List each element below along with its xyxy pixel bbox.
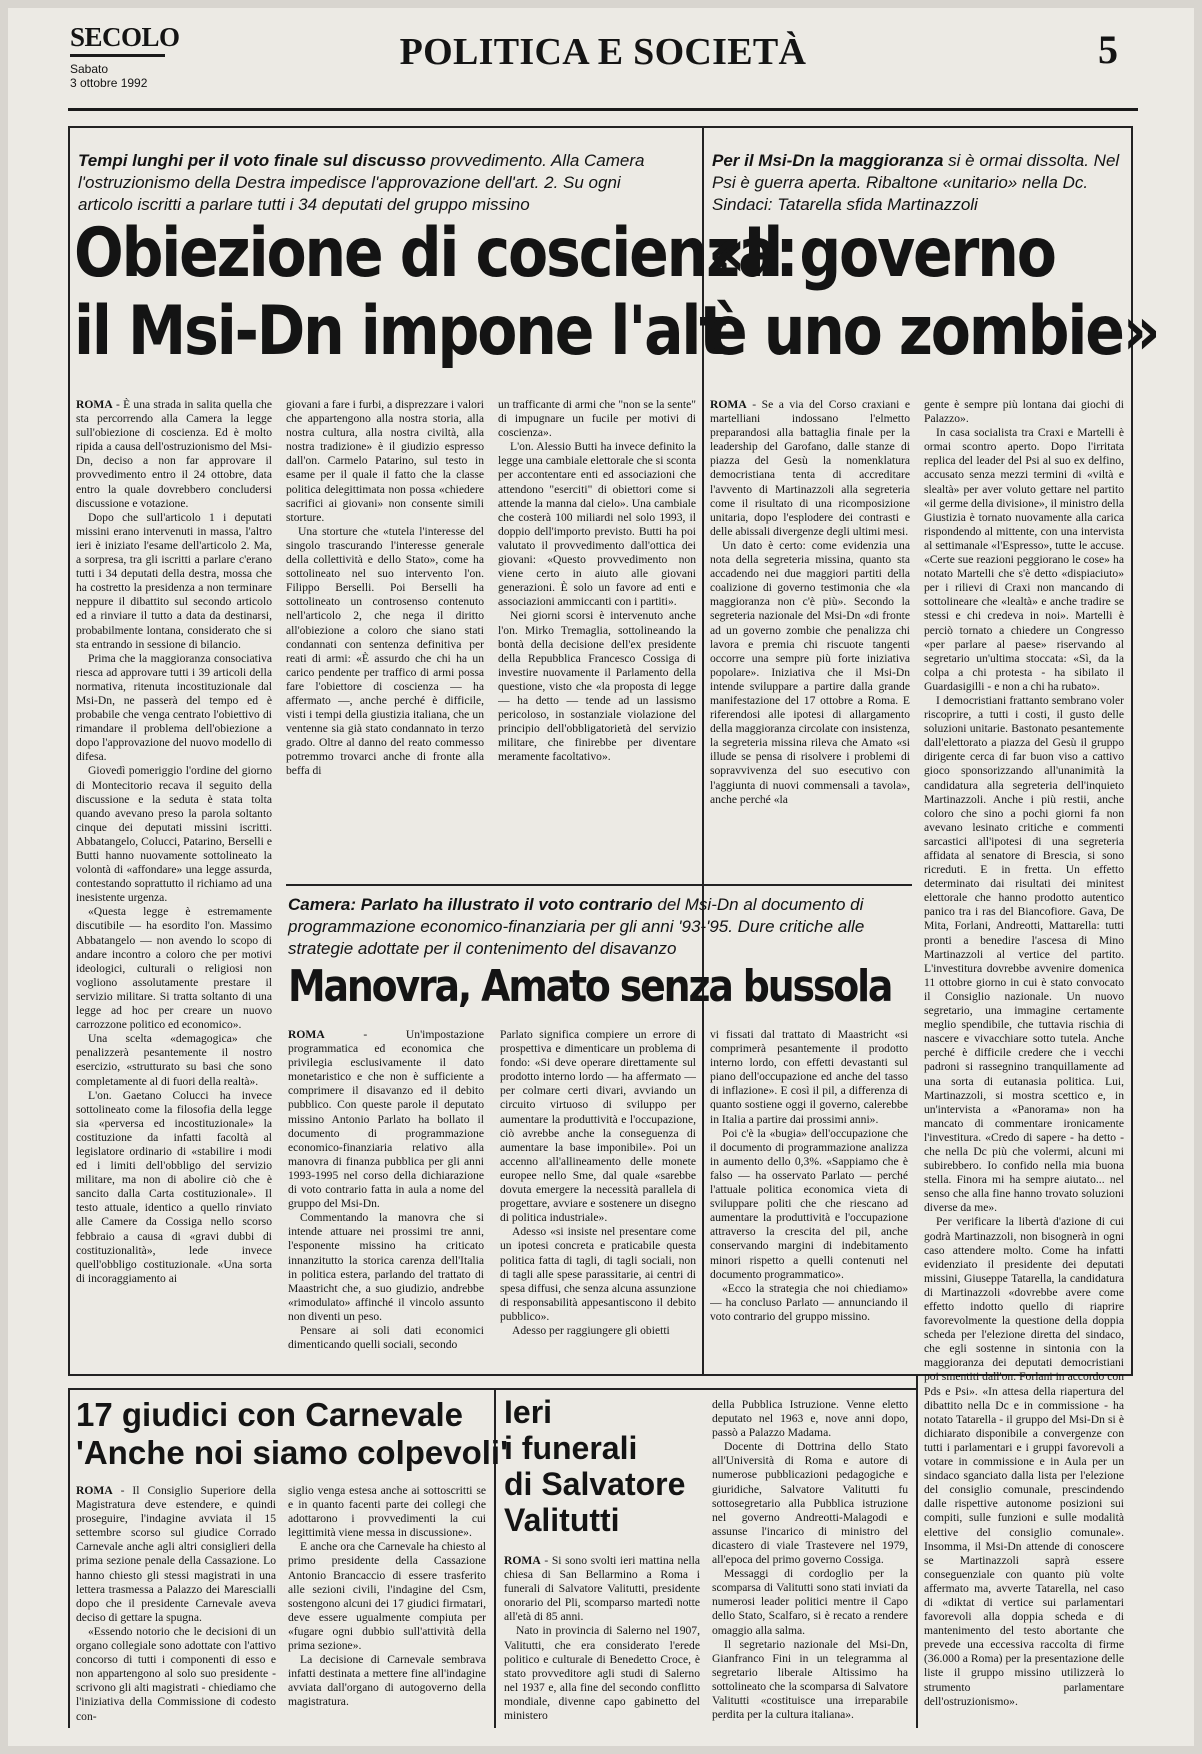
article1-paragraph: un trafficante di armi che "non se la sente" di impugnare un fucile per motivi di coscienza». [498,398,696,440]
article2-headline-line2: è uno zombie» [708,292,1159,371]
article1-paragraph: Dopo che sull'articolo 1 i deputati missini erano intervenuti in massa, l'altro ieri è iniziato l'esame dell'articolo 2. Ma, a sorpresa, tra gli iscritti a parlare c'erano tutti i 34 deputati della destra, mossa che ha costretto la presidenza a non terminare neppure il dibattito sul secondo articolo ed a rinviare il tutto a data da destinarsi, probabilmente lontana, considerato che si sta entrando in sessione di bilancio. [76,510,272,651]
article2-dateline: ROMA [710,398,747,411]
article1-paragraph: L'on. Alessio Butti ha invece definito la legge una cambiale elettorale che si sconta per accontentare enti ed associazioni che attendono "eserciti" di obiettori come si attende la manna dal cielo». Una cambiale che costerà 100 miliardi nel solo 1993, il doppio dell'importo previsto. Butti ha poi valutato il provvedimento dall'ottica dei giovani: «Questo provvedimento non viene certo in aiuto alle giovani generazioni. È solo un favore ad enti e associazioni ammiccanti con i partiti». [498,440,696,609]
lower-frame-left-rule [68,1388,70,1728]
masthead-logo: SECOLO [70,22,180,52]
article1-dateline: ROMA [76,398,113,411]
article3-headline: Manovra, Amato senza bussola [288,961,892,1012]
article2-column-2 [924,398,1124,1718]
article3-paragraph: vi fissati dal trattato di Maastricht «si comprimerà pesantemente il prodotto interno lordo, con effetti devastanti sul piano dell'occupazione ed anche del tasso di inflazione». E così il pil, a differenza di quanto sostiene oggi il governo, calerebbe in Italia a partire dai prossimi anni». [710,1028,908,1126]
article1-paragraph: L'on. Gaetano Colucci ha invece sottolineato come la filosofia della legge sia «perversa ed incostituzionale» la costituzione da infatti facoltà al legislatore ordinario di «stabilire i modi ed i limiti dell'obbligo del servizio militare, ma non di abolire ciò che è sancito dalla Carta costituzionale». Il testo attuale, identico a quello rinviato alle Camere da Cossiga nello scorso febbraio a causa di «gravi dubbi di costituzionalità», lede invece quell'obbligo costituzionale. «Una sorta di incoraggiamento ai [76,1088,272,1285]
article5-paragraph: ROMA - Si sono svolti ieri mattina nella chiesa di San Bellarmino a Roma i funerali di Salvatore Valitutti, presidente onorario del Pli, scomparso martedì notte all'età di 85 anni. [504,1554,700,1624]
article1-kicker-text: provvedimento. Alla Camera l'ostruzionismo della Destra impedisce l'approvazione dell'art. 2. Su ogni articolo iscritti a parlare tutti i 34 deputati del gruppo missino [78,151,645,214]
article4-paragraph: E anche ora che Carnevale ha chiesto al primo presidente della Cassazione Antonio Brancaccio di essere trasferito alle sezioni civili, l'indagine del Csm, sostengono alcuni dei 17 giudici firmatari, deve essere ugualmente compiuta per «fugare ogni dubbio sull'attività della prima sezione». [288,1540,486,1653]
article4-paragraph: «Essendo notorio che le decisioni di un organo collegiale sono adottate con l'attivo concorso di tutti i componenti di esso e non appartengono al solo suo presidente - scrivono gli alti magistrati - chiediamo che l'iniziativa della Commissione di codesto con- [76,1624,276,1723]
article4-dateline: ROMA [76,1484,113,1497]
lower-frame-top-rule [68,1388,918,1390]
article4-paragraph: La decisione di Carnevale sembrava infatti destinata a mettere fine all'indagine avviata dall'organo di autogoverno della magistratura. [288,1653,486,1709]
article3-kicker-text: del Msi-Dn al documento di programmazione economico-finanziaria per gli anni '93-'95. Dure critiche alle strategie adottate per il contenimento del disavanzo [288,895,865,958]
article2-kicker [712,150,1122,216]
article1-column-1 [76,398,272,1383]
article2-paragraph: ROMA - Se a via del Corso craxiani e martelliani indossano l'elmetto preparandosi alla battaglia finale per la leadership del Garofano, dalle stanze di piazza del Gesù la nomenklatura democristiana tenta di accreditare l'avvento di Martinazzoli alla segreteria come il risultato di una ricomposizione unitaria, dopo l'esplodere dei contrasti e delle abissali divergenze degli ultimi mesi. [710,398,910,538]
masthead-day: Sabato [70,62,109,76]
article5-headline-line2: i funerali [504,1430,638,1466]
page-number: 5 [1098,27,1118,72]
article1-kicker [78,150,678,216]
article5-paragraph: Il segretario nazionale del Msi-Dn, Gianfranco Fini in un telegramma al segretario liberale Altissimo ha sottolineato che la scomparsa di Salvatore Valitutti «costituisce una irreparabile perdita per la cultura italiana». [712,1637,908,1722]
article4-column-1 [76,1484,276,1734]
article1-paragraph: Giovedì pomeriggio l'ordine del giorno di Montecitorio recava il seguito della discussione e la seduta è stata tolta quando avevano preso la parola soltanto cinque dei deputati missini iscritti. Abbatangelo, Colucci, Patarino, Berselli e Butti hanno nuovamente sottolineato la volontà di «affondare» una legge assurda, contestando soprattutto il richiamo ad una inesistente urgenza. [76,764,272,905]
article3-top-rule [286,884,912,886]
article3-column-1 [288,1028,484,1373]
article2-paragraph: Un dato è certo: come evidenzia una nota della segreteria missina, quanto sta accadendo nei due maggiori partiti della coalizione di governo testimonia che «la maggioranza non c'è più». Secondo la segreteria nazionale del Msi-Dn «di fronte ad un governo zombie che penalizza chi lavora e premia chi riscuote tangenti occorre una sempre più forte iniziativa popolare». Iniziativa che il Msi-Dn intende sviluppare a partire dalla grande manifestazione del 17 ottobre a Roma. E riferendosi alle ipotesi di allargamento della maggioranza circolate con insistenza, la segreteria missina rileva che Amato «si illude se pensa di risolvere i problemi di sopravvivenza del suo esecutivo con l'aggiunta di nuovi commensali a tavola», anche perché «la [710,538,910,806]
article3-paragraph: Pensare ai soli dati economici dimenticando quelli sociali, secondo [288,1323,484,1352]
article1-paragraph: Una storture che «tutela l'interesse del singolo trascurando l'interesse generale della collettività e dello Stato», come ha sottolineato nel suo intervento l'on. Filippo Berselli. Poi Berselli ha sottolineato un controsenso contenuto nell'articolo 2, che nega il diritto all'obiezione a coloro che siano stati condannati con sentenza definitiva per reati di armi: «È assurdo che chi ha un carico pendente per traffico di armi possa fare l'obiettore di coscienza — ha affermato —, anche perché è difficile, visti i tempi della giustizia italiana, che un ventenne sia già stato condannato in terzo grado. Oltre al danno del reato commesso potremmo trovarci anche di fronte alla beffa di [286,524,484,778]
article3-kicker [288,894,888,960]
masthead-rule [70,54,165,57]
article5-column-2 [712,1398,908,1734]
article2-paragraph: gente è sempre più lontana dai giochi di Palazzo». [924,398,1124,426]
article3-column-3 [710,1028,908,1373]
article4-paragraph: siglio venga estesa anche ai sottoscritti se e in quanto facenti parte dei collegi che adottarono i provvedimenti la cui legittimità viene messa in discussione». [288,1484,486,1540]
article5-headline-line4: Valitutti [504,1502,620,1538]
article2-paragraph: I democristiani frattanto sembrano voler riscoprire, a tutti i costi, il gusto delle soluzioni unitarie. Bastonato pesantemente dall'elettorato a piazza del Gesù il gruppo dirigente cerca di far buon viso a cattivo gioco sponsorizzando all'unanimità la candidatura alla segreteria dell'inquieto Martinazzoli. Anche i più restii, anche coloro che sino a pochi giorni fa non avevano lesinato critiche e commenti sarcastici all'ipotesi di una segreteria affidata al senatore di Brescia, si sono ricreduti. E in fretta. Un effetto determinato dai risultati dei minitest elettorale che hanno prodotto autentico panico tra i ras del Biancofiore. Gava, De Mita, Forlani, Andreotti, Mattarella: tutti pronti a benedire l'ascesa di Mino Martinazzoli al vertice del partito. L'investitura dovrebbe avvenire domenica 11 ottobre giorno in cui è stato convocato il Consiglio nazionale. Un nuovo segretario, una immagine certamente meglio spendibile, che tuttavia rischia di nascere e vivacchiare sotto tutela. Anche perché è difficile credere che i vecchi padroni si rassegnino tranquillamente ad una sorta di eutanasia politica. Lui, Martinazzoli, si mostra scettico e, in un'intervista a «Panorama» non ha mancato di commentare ironicamente l'investitura. «Credo di sapere - ha detto - che nella Dc più che volermi, alcuni mi subirebbero. Io confido nella mia buona stella. Finora mi ha sempre aiutato... nel senso che alla fine hanno trovato soluzioni diverse da me». [924,693,1124,1215]
article4-headline-line2: 'Anche noi siamo colpevoli' [76,1434,508,1471]
article1-kicker-bold: Tempi lunghi per il voto finale sul discusso [78,151,426,170]
article5-paragraph: Messaggi di cordoglio per la scomparsa di Valitutti sono stati inviati da numerosi leader politici mentre il Capo dello Stato, Scalfaro, si è recato a rendere omaggio alla salma. [712,1567,908,1637]
article3-paragraph: ROMA - Un'impostazione programmatica ed economica che privilegia esclusivamente il dato monetaristico e che non è sufficiente a comprimere il disavanzo ed il debito pubblico. Con queste parole il deputato missino Antonio Parlato ha bollato il documento di programmazione economico-finanziaria relativo alla manovra di finanza pubblica per gli anni 1993-1995 nel corso della dichiarazione di voto contrario fatta in aula a nome del gruppo del Msi-Dn. [288,1028,484,1211]
lower-frame-right-rule [916,1376,918,1728]
article5-paragraph: della Pubblica Istruzione. Venne eletto deputato nel 1963 e, nove anni dopo, passò a Palazzo Madama. [712,1398,908,1440]
article1-headline-line2: il Msi-Dn impone l'alt [74,292,726,371]
article3-paragraph: «Ecco la strategia che noi chiediamo» — ha concluso Parlato — annunciando il voto contrario del gruppo missino. [710,1281,908,1323]
article5-paragraph: Nato in provincia di Salerno nel 1907, Valitutti, che era considerato l'erede politico e culturale di Benedetto Croce, è stato provveditore agli studi di Salerno nel 1937 e, alla fine del secondo conflitto mondiale, divenne capo gabinetto del ministero [504,1624,700,1723]
article3-kicker-bold: Camera: Parlato ha illustrato il voto contrario [288,895,653,914]
article2-kicker-text: si è ormai dissolta. Nel Psi è guerra aperta. Ribaltone «unitario» nella Dc. Sindaci: Tatarella sfida Martinazzoli [712,151,1120,214]
article3-paragraph: Parlato significa compiere un errore di prospettiva e dimenticare un problema di fondo: «Si deve operare direttamente sul prodotto interno lordo — ha affermato — per colmare certi divari, avviando un circuito virtuoso di sviluppo per aumentare la produttività e l'occupazione, ciò avrebbe anche la conseguenza di aumentare la base imponibile». Poi un accenno all'allineamento delle monete europee nello Sme, dal quale «sarebbe dovuta emergere la necessità parallela di progettare, avviare e sostenere un disegno di politica industriale». [500,1028,696,1225]
article4-headline-line1: 17 giudici con Carnevale [76,1396,463,1433]
article1-paragraph: «Questa legge è estremamente discutibile — ha esordito l'on. Massimo Abbatangelo — non avendo lo scopo di andare incontro a coloro che per motivi ideologici, culturali o religiosi non vogliono assolutamente prestare il servizio militare. Si tratta soltanto di una legge ad hoc per creare un nuovo carrozzone politico ed economico». [76,905,272,1032]
article3-column-2 [500,1028,696,1373]
article1-paragraph: Prima che la maggioranza consociativa riesca ad approvare tutti i 39 articoli della normativa, ritenuta incostituzionale dal Msi-Dn, ne passerà del tempo ed è probabile che venga centrato l'obiettivo di rimandare il problema dell'obiezione a dopo l'approvazione del nuovo modello di difesa. [76,651,272,764]
section-title: POLITICA E SOCIETÀ [399,31,807,73]
article2-headline-line1: «Il governo [708,214,1055,293]
article1-paragraph: Una scelta «demagogica» che penalizzerà pesantemente il nostro esercizio, «strutturato su basi che sono completamente al di fuori della realtà». [76,1032,272,1088]
article4-column-2 [288,1484,486,1734]
article2-column-1 [710,398,910,878]
article1-column-2 [286,398,484,878]
article3-paragraph: Poi c'è la «bugia» dell'occupazione che il documento di programmazione analizza in aumento dello 0,3%. «Sappiamo che è falso — ha osservato Parlato — perché l'attuale politica economica vieta di sviluppare politi che che riescano ad aumentare la produttività e l'occupazione attraverso la crescita del pil, anche conservando margini di indebitamento minori rispetto a quelli contenuti nel documento programmatico». [710,1126,908,1281]
article2-kicker-bold: Per il Msi-Dn la maggioranza [712,151,944,170]
article1-column-3 [498,398,696,878]
newspaper-page [8,8,1194,1746]
article3-paragraph: Commentando la manovra che si intende attuare nei prossimi tre anni, l'esponente missino ha criticato innanzitutto la storica carenza dell'Italia in politica estera, parlando del trattato di Maastricht che, a suo giudizio, andrebbe «rimodulato» affinché il vincolo assunto non diventi un peso. [288,1211,484,1323]
masthead-date: 3 ottobre 1992 [70,76,148,90]
article3-dateline: ROMA [288,1028,325,1041]
article3-paragraph: Adesso per raggiungere gli obietti [512,1323,670,1337]
article1-paragraph: giovani a fare i furbi, a disprezzare i valori che appartengono alla nostra storia, alla nostra cultura, alla nostra civiltà, alla nostra tradizione» è il giudizio espresso dall'on. Carmelo Patarino, sul testo in esame per il quale il fatto che la classe politica delegittimata non possa «chiedere sacrifici ai giovani» non consente simili storture. [286,398,484,524]
article1-headline-line1: Obiezione di coscienza: [74,214,797,293]
article5-headline-line1: Ieri [504,1394,553,1430]
article5-paragraph: Docente di Dottrina dello Stato all'Università di Roma e autore di numerose pubblicazioni pedagogiche e giuridiche, Salvatore Valitutti fu sottosegretario alla Pubblica istruzione nel governo Andreotti-Malagodi e assunse l'incarico di ministro del dicastero di viale Trastevere nel 1979, all'epoca del primo governo Cossiga. [712,1440,908,1567]
article4-paragraph: ROMA - Il Consiglio Superiore della Magistratura deve estendere, e quindi proseguire, l'indagine avviata il 15 settembre scorso sul giudice Corrado Carnevale anche agli altri consiglieri della prima sezione penale della Cassazione. Lo hanno chiesto gli stessi magistrati in una lettera trasmessa a Palazzo dei Marescialli dopo che il presidente Carnevale aveva deciso di gettare la spugna. [76,1484,276,1624]
article2-paragraph: In casa socialista tra Craxi e Martelli è ormai scontro aperto. Dopo l'irritata replica del leader del Psi al suo ex delfino, accusato senza mezzi termini di «viltà e slealtà» per aver voluto gettare nel partito «il germe della divisione», il ministro della Giustizia è tornato nuovamente alla carica rispondendo al mittente, con una intervista al settimanale «l'Espresso», tutte le accuse. «Certe sue reazioni peggiorano le cose» ha notato Martelli che s'è detto «dispiaciuto» per i rilievi di Craxi non mancando di sottolineare che «lealtà» e anche tradire se stessi e chi credeva in noi». Martelli è perciò tornato a chiedere un Congresso «per parlare al paese» riservando al segretario un'ultima stoccata: «Sì, da la colpa a chi protesta - ha sibilato il Guardasigilli - e non a chi ha rubato». [924,426,1124,693]
article1-paragraph: Nei giorni scorsi è intervenuto anche l'on. Mirko Tremaglia, sottolineando la bontà della decisione dell'ex presidente della Repubblica Francesco Cossiga di investire nuovamente il Parlamento della questione, visto che «la proposta di legge — ha detto — tende ad un lassismo pericoloso, in sostanziale violazione del principio dell'obbligatorietà del servizio militare, che finirebbe per diventare meramente facoltativo». [498,609,696,764]
article3-paragraph: Adesso «si insiste nel presentare come un ipotesi concreta e praticabile questa politica fatta di tagli, di tagli sociali, non di tagli alle spese parassitarie, ai centri di spesa diffusi, che senza alcuna assunzione di responsabilità appesantiscono il debito pubblico». [500,1225,696,1323]
article5-column-1 [504,1554,700,1734]
article1-paragraph: ROMA - È una strada in salita quella che sta percorrendo alla Camera la legge sull'obiezione di coscienza. Ed è molto ripida a causa dell'ostruzionismo del Msi-Dn, deciso a non far approvare il provvedimento entro il 24 ottobre, data entro la quale dovrebbero concludersi discussione e votazione. [76,398,272,510]
article5-dateline: ROMA [504,1554,541,1567]
article2-paragraph: Per verificare la libertà d'azione di cui godrà Martinazzoli, non bisognerà in ogni caso attendere molto. Come ha infatti evidenziato il presidente dei deputati missini, Giuseppe Tatarella, la candidatura di Martinazzoli «dovrebbe avere come effetto indotto quello di riaprire favorevolmente la questione della doppia scheda per l'elezione diretta del sindaco, che egli sostenne in sintonia con la maggioranza dei deputati democristiani poi smentiti dall'on. Forlani in accordo con Pds e Psi». «In attesa della riapertura del dibattito nella Dc e in commissione - ha notato Tatarella - il gruppo del Msi-Dn si è dichiarato disponibile a convergenze con tutti i parlamentari e i gruppi favorevoli a votare in commissione e in Aula per un sindaco sganciato dalla lista per l'elezione del consiglio comunale, prescindendo dalle rispettive autonome posizioni sui compiti, sulle funzioni e sulle modalità elettive del consiglio comunale». Insomma, il Msi-Dn attende di conoscere se Martinazzoli saprà essere conseguenziale con quanto più volte affermato ma, avverte Tatarella, nel caso di «diktat di vertice sui parlamentari favorevoli alla doppia scheda e di mantenimento del testo abortante che prevede una eccessiva raccolta di firme (36.000 a Roma) per la presentazione delle liste il gruppo missino utilizzerà lo strumento parlamentare dell'ostruzionismo». [924,1215,1124,1708]
article5-headline-line3: di Salvatore [504,1466,686,1502]
masthead-divider [68,108,1138,111]
